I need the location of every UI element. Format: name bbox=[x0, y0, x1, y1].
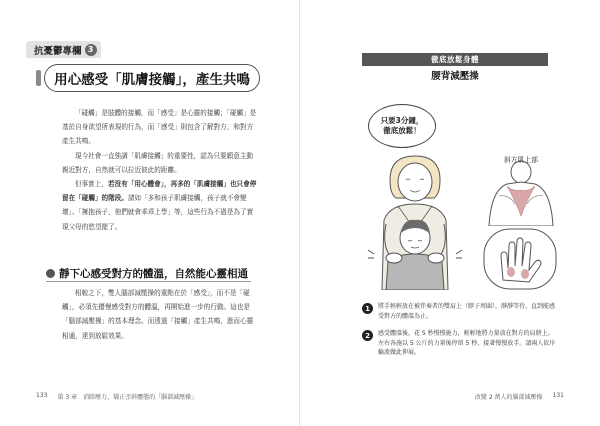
book-title: 改變 2 萬人的腦部減壓操 bbox=[474, 394, 543, 401]
page-title: 用心感受「肌膚接觸」，產生共鳴 bbox=[54, 72, 250, 88]
column-tab-number: 3 bbox=[85, 44, 97, 56]
couple-illustration bbox=[360, 150, 470, 290]
column-tab bbox=[26, 41, 101, 58]
paragraph: 「碰觸」是肢體的接觸，而「感受」是心靈的接觸；「碰觸」是基於自身欲望所表現的行為，而「感受」則包含了解對方，和對方產生共鳴。 bbox=[62, 109, 257, 146]
bubble-line: 只要3分鐘， bbox=[380, 116, 424, 125]
bullet-icon bbox=[46, 269, 55, 278]
right-page-number: 131 bbox=[552, 392, 564, 399]
paragraph-emphasis: 若沒有「用心體會」，再多的「肌膚接觸」也只會停留在「碰觸」的階段。 bbox=[62, 180, 257, 203]
subheading-underline bbox=[46, 281, 251, 282]
speech-bubble bbox=[368, 104, 436, 148]
paragraph: 相較之下，雙人腦部減壓操的重點在於「感受」，而不是「碰觸」，必須先擾慢感受對方的體溫，再開始進一步的行動。這也是「腦部減壓操」的基本理念。而透過「接觸」產生共鳴，進而心靈相通，達到放鬆效果。 bbox=[62, 289, 254, 340]
left-footer bbox=[36, 392, 197, 401]
title-box bbox=[44, 64, 260, 92]
chapter-title: 第 3 章 消除壓力，矯正歪斜體態的「腦部減壓操」 bbox=[57, 394, 198, 401]
step-text: 感受體溫後，花 5 秒慢慢施力，輕輕地將力量放在對方的肩膀上。左右各施以 5 公斤的力量後停留 5 秒，接著慢慢放手。請兩人依序輪流做此伸展。 bbox=[378, 330, 556, 357]
right-footer bbox=[475, 392, 564, 401]
title-accent bbox=[36, 70, 41, 86]
subheading-text: 靜下心感受對方的體溫，自然能心靈相通 bbox=[59, 268, 248, 280]
paragraph-prefix: 但事實上， bbox=[75, 180, 108, 189]
right-page bbox=[300, 0, 600, 426]
paragraph: 現今社會一直強調「肌膚接觸」的重要性，認為只要願意主動親近對方，自然就可以拉近彼此的距離。 bbox=[62, 151, 254, 174]
column-tab-label: 抗憂鬱專欄 bbox=[34, 45, 82, 57]
bubble-line: 徹底放鬆！ bbox=[383, 126, 421, 135]
body-text-2 bbox=[62, 286, 257, 343]
paragraph-suffix: 諸如「多和孩子肌膚接觸，孩子就不會變壞」、「擁抱孩子，他們就會乖乖上學」等，這些行為不過是為了實現父母的慾望罷了。 bbox=[62, 194, 254, 231]
back-muscle-illustration bbox=[485, 160, 557, 226]
section-header-bar bbox=[362, 53, 548, 66]
paragraph bbox=[62, 177, 257, 234]
hand-illustration bbox=[483, 228, 557, 290]
section-header: 徹底放鬆身體 bbox=[431, 55, 479, 64]
step-list bbox=[362, 302, 558, 366]
step-item bbox=[362, 329, 558, 358]
step-text: 將手輕輕放在被伴奏者的雙肩上（脖子周圍），靜靜等待，直到能感受對方的體溫為止。 bbox=[378, 303, 556, 320]
step-number-1-icon: 1 bbox=[362, 303, 373, 314]
exercise-title: 腰背減壓操 bbox=[431, 71, 479, 82]
step-number-2-icon: 2 bbox=[362, 330, 373, 341]
step-item bbox=[362, 302, 558, 321]
body-text-1 bbox=[62, 106, 257, 234]
muscle-label: 斜方肌上部 bbox=[504, 156, 538, 164]
left-page-number: 133 bbox=[36, 392, 48, 399]
section-subheading bbox=[46, 266, 248, 281]
